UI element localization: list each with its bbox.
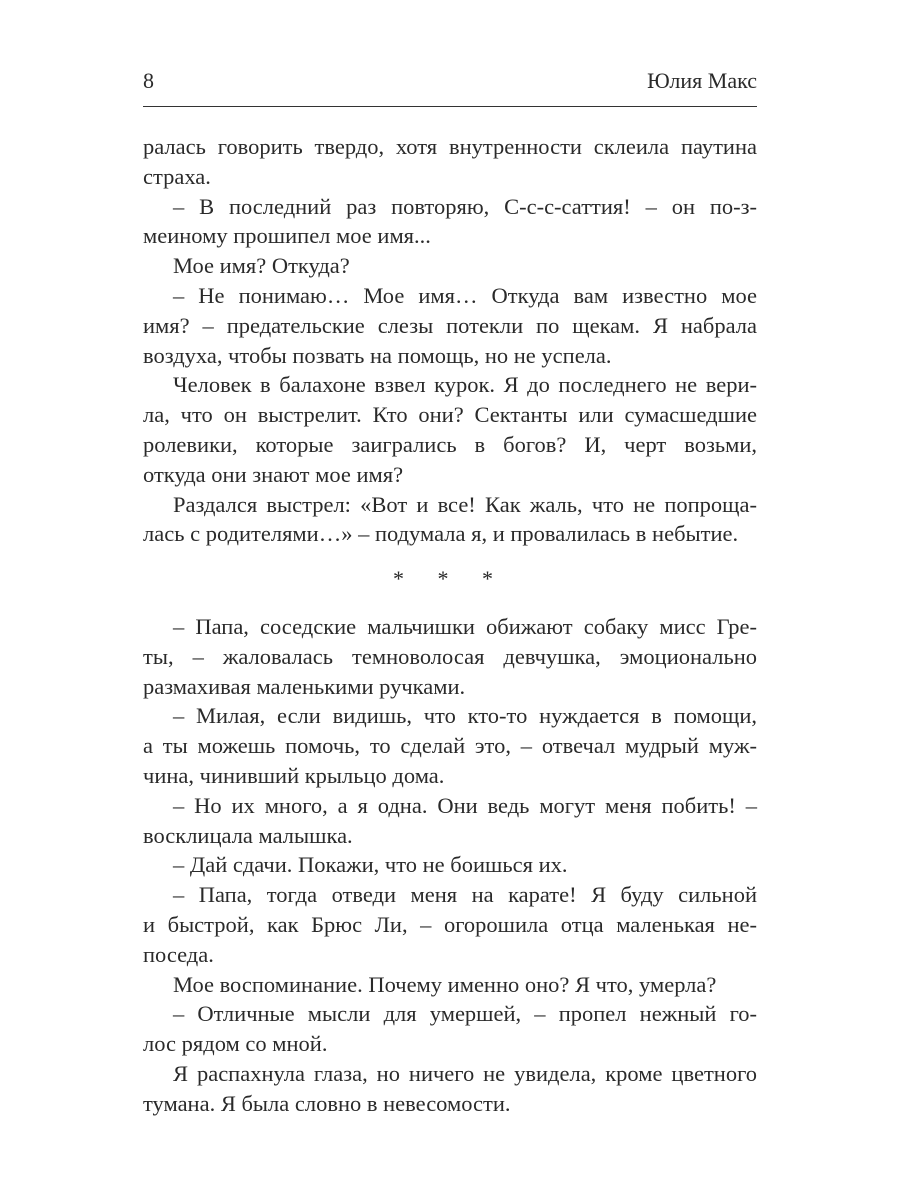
text-line: – Папа, соседские мальчишки обижают собаку мисс Гре- — [173, 614, 757, 639]
text-line: тумана. Я была словно в невесомости. — [143, 1090, 511, 1116]
text-line: Раздался выстрел: «Вот и все! Как жаль, что не попроща- — [173, 491, 757, 517]
text-line: откуда они знают мое имя? — [143, 461, 404, 487]
text-line: ралась говорить твердо, хотя внутренности склеила паутина — [143, 134, 757, 159]
text-line: а ты можешь помочь, то сделай это, – отвечал мудрый муж- — [143, 733, 757, 759]
header-rule — [143, 106, 757, 107]
text-line: ла, что он выстрелит. Кто они? Сектанты или сумасшедшие — [143, 402, 757, 428]
text-line: – Отличные мысли для умершей, – пропел нежный го- — [173, 1001, 757, 1027]
text-line: и быстрой, как Брюс Ли, – огорошила отца маленькая не- — [143, 912, 757, 937]
text-line: – Папа, тогда отведи меня на карате! Я буду сильной — [173, 882, 757, 908]
text-line: ты, – жаловалась темноволосая девчушка, эмоционально — [143, 643, 757, 669]
text-line: Мое имя? Откуда? — [173, 253, 350, 279]
text-line: страха. — [143, 163, 211, 189]
text-line: – В последний раз повторяю, С-с-с-саттия! – он по-з- — [173, 193, 757, 219]
text-line: лос рядом со мной. — [143, 1031, 328, 1057]
text-line: Мое воспоминание. Почему именно оно? Я что, умерла? — [173, 971, 717, 997]
text-line: поседа. — [143, 941, 214, 967]
text-line: имя? – предательские слезы потекли по щекам. Я набрала — [143, 312, 757, 338]
text-line: лась с родителями…» – подумала я, и провалилась в небытие. — [143, 521, 739, 547]
text-line: Человек в балахоне взвел курок. Я до последнего не вери- — [173, 372, 757, 398]
text-line: восклицала малышка. — [143, 822, 353, 848]
text-line: – Дай сдачи. Покажи, что не боишься их. — [173, 852, 568, 878]
text-line: меиному прошипел мое имя... — [143, 223, 431, 249]
text-line: Я распахнула глаза, но ничего не увидела, кроме цветного — [173, 1061, 757, 1086]
page-number: 8 — [143, 68, 154, 93]
text-line: – Но их много, а я одна. Они ведь могут меня побить! – — [173, 792, 757, 818]
text-line: чина, чинивший крыльцо дома. — [143, 763, 445, 788]
text-line: – Не понимаю… Мое имя… Откуда вам известно мое — [173, 283, 757, 308]
scene-separator: * * * — [393, 566, 507, 591]
text-line: размахивая маленькими ручками. — [143, 673, 466, 699]
text-line: – Милая, если видишь, что кто-то нуждается в помощи, — [173, 703, 757, 729]
text-line: ролевики, которые заигрались в богов? И, черт возьми, — [143, 432, 757, 457]
text-line: воздуха, чтобы позвать на помощь, но не успела. — [143, 342, 612, 368]
running-header-author: Юлия Макс — [647, 68, 757, 93]
